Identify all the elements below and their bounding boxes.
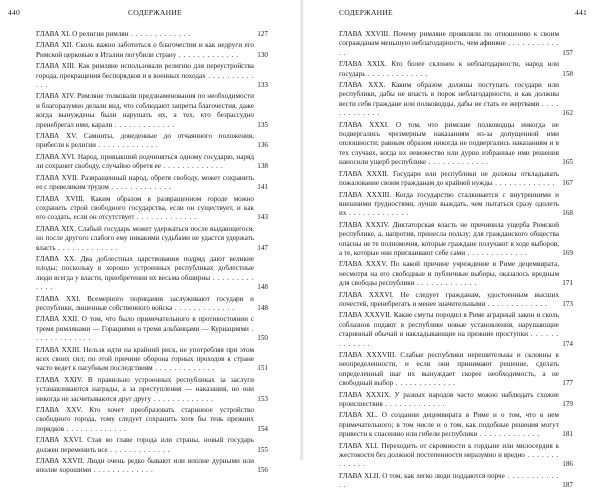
- toc-entry-title: ГЛАВА XVI. Народ, привыкший подчиняться одному государю, наряд ли сохранит свободу, случайно обретя ее: [36, 152, 254, 171]
- toc-entry: [36, 132, 268, 151]
- toc-entry: [36, 174, 268, 193]
- toc-entry-title: ГЛАВА XXVI. Став во главе города или страны, новый государь должен переменить все: [36, 436, 254, 454]
- dot-leader: . . . . . . . . . . . . .: [64, 424, 127, 433]
- dot-leader: . . . . . . . . . . . . .: [365, 69, 428, 78]
- toc-entry-page: 136: [257, 141, 268, 150]
- dot-leader: . . . . . . . . . . . . .: [112, 120, 175, 129]
- left-page-number: 440: [8, 8, 20, 17]
- toc-entry-page: 127: [257, 30, 268, 38]
- toc-entry-page: 153: [257, 394, 268, 403]
- toc-entry-page: 133: [257, 81, 268, 90]
- dot-leader: . . . . . . . . . . . . .: [339, 39, 559, 57]
- dot-leader: . . . . . . . . . . . . .: [36, 71, 254, 90]
- dot-leader: . . . . . . . . . . . . .: [176, 50, 239, 59]
- toc-entry-page: 158: [562, 69, 573, 78]
- toc-entry-title: ГЛАВА XXVIII. Почему римляне проявляли по отношению к своим согражданам меньшую неблагодарность, чем афиняне: [339, 30, 559, 48]
- toc-entry: [339, 351, 573, 389]
- toc-entry: [36, 376, 268, 404]
- dot-leader: . . . . . . . . . . . . .: [393, 379, 456, 388]
- toc-entry: [36, 62, 268, 90]
- dot-leader: . . . . . . . . . . . . .: [477, 430, 540, 439]
- left-running-header: СОДЕРЖАНИЕ: [128, 8, 182, 17]
- dot-leader: . . . . . . . . . . . . .: [36, 324, 254, 343]
- dot-leader: . . . . . . . . . . . . .: [152, 364, 216, 373]
- toc-entry-title: ГЛАВА XVII. Развращенный народ, обретя свободу, может сохранить ее с превеликим трудом: [36, 173, 254, 192]
- dot-leader: . . . . . . . . . . . . .: [128, 30, 191, 38]
- toc-entry-title: ГЛАВА XXXV. По какой причине учреждение в Риме децемвирата, несмотря на его свободные и публичные выборы, оказалось вредным для свободы республики: [339, 260, 559, 288]
- toc-entry-page: 141: [257, 183, 268, 192]
- dot-leader: . . . . . . . . . . . . .: [414, 279, 477, 288]
- toc-entry: [339, 311, 573, 349]
- toc-entry-page: 181: [562, 430, 573, 439]
- toc-entry-page: 155: [257, 445, 268, 454]
- toc-entry-title: ГЛАВА XXX. Каким образом должны поступать государи или республики, дабы не впасть в порок неблагодарности, и как должны вести себя граждане или полководцы, дабы не стать ее жертвами: [339, 81, 559, 108]
- toc-entry: [36, 295, 268, 314]
- toc-entry-page: 130: [257, 50, 268, 59]
- toc-entry-title: ГЛАВА XXXI. О том, что римские полководцы никогда не подвергались чрезмерным наказаниям из-за допущенной ими оплошности; равным образом никогда не подвергались наказаниям и в тех случаях, когда их невежество или дурно избранные ими решения наносили ущерб республике: [339, 120, 559, 167]
- toc-entry: [339, 30, 573, 58]
- toc-entry-page: 186: [562, 460, 573, 469]
- toc-entry: [339, 60, 573, 79]
- dot-leader: . . . . . . . . . . . . .: [107, 445, 171, 454]
- toc-entry: [339, 191, 573, 219]
- toc-entry: [36, 436, 268, 455]
- toc-entry-title: ГЛАВА XL. О создании децемвирата в Риме и о том, что в нем примечательного; в том числе и о том, как подобные решения могут привести к спасению или гибели республики: [339, 411, 559, 439]
- toc-entry-title: ГЛАВА XXII. О том, что было примечательного в противостоянии с тремя римлянами — Горациями и тремя альбанцами — Куриациями: [36, 315, 254, 333]
- toc-entry-page: 177: [562, 379, 573, 388]
- toc-entry-title: ГЛАВА XXXVI. Не следует гражданам, удостоенным высших почестей, пренебрегать и менее значительными: [339, 290, 559, 308]
- toc-entry-page: 179: [562, 400, 573, 409]
- toc-entry-page: 147: [257, 243, 268, 252]
- toc-entry: [339, 260, 573, 288]
- dot-leader: . . . . . . . . . . . . .: [382, 400, 446, 409]
- toc-entry-title: ГЛАВА XV. Самниты, доведенные до отчаянного положения, прибегли к религии: [36, 132, 254, 150]
- toc-entry: [339, 121, 573, 168]
- dot-leader: . . . . . . . . . . . . .: [55, 243, 119, 252]
- toc-entry-page: 173: [562, 299, 573, 308]
- toc-entry-page: 138: [257, 162, 268, 171]
- dot-leader: . . . . . . . . . . . . .: [160, 162, 224, 171]
- toc-entry: [339, 442, 573, 470]
- toc-entry: [36, 346, 268, 374]
- toc-entry-title: ГЛАВА XXXIII. Когда государство сталкивается с внутренними и внешними трудностями, лучше выждать, чем пытаться сразу одолеть их: [339, 190, 559, 218]
- toc-entry: [339, 81, 573, 119]
- toc-entry: [36, 41, 268, 60]
- toc-entry: [36, 30, 268, 39]
- toc-entry-page: 135: [257, 120, 268, 129]
- dot-leader: . . . . . . . . . . . . .: [96, 141, 159, 150]
- dot-leader: . . . . . . . . . . . . .: [151, 394, 214, 403]
- toc-entry-title: ГЛАВА XXXIV. Диктаторская власть не причинила ущерба Римской республике, а, напротив, принесла пользу; для гражданского общества опасны не те полномочия, которые граждане получают в ходе выборов, а те, которые они присваивают себе сами: [339, 220, 559, 257]
- left-toc-list: [36, 30, 268, 478]
- toc-entry: [339, 170, 573, 189]
- toc-entry-page: 148: [257, 303, 268, 312]
- toc-entry: [339, 391, 573, 410]
- toc-entry: [339, 472, 573, 491]
- toc-entry-page: 151: [257, 364, 268, 373]
- toc-entry-title: ГЛАВА XXIII. Нельзя идти на крайний риск, не употребляя при этом всех своих сил; по этой причине оборона горных проходов к стране часто ведет к пагубным последствиям: [36, 345, 254, 373]
- toc-entry: [339, 291, 573, 310]
- toc-entry: [36, 225, 268, 253]
- toc-entry: [339, 221, 573, 259]
- dot-leader: . . . . . . . . . . . . .: [134, 213, 197, 222]
- toc-entry-page: 174: [562, 339, 573, 348]
- toc-entry-title: ГЛАВА XLII. О том, как легко люди поддаются порче: [339, 471, 505, 480]
- toc-entry-page: 165: [562, 158, 573, 167]
- toc-entry-title: ГЛАВА XXXVIII. Слабые республики нерешительны и склонны к неопределенности, и если они принимают решение, сделать определенный шаг их вынуждает скорее необходимость, а не свободный выбор: [339, 351, 559, 388]
- toc-entry-title: ГЛАВА XVIII. Каким образом в развращенном городе можно сохранить строй свободного государства, если он существует, и как его создать, если он отсутствует: [36, 194, 254, 222]
- toc-entry-page: 187: [562, 481, 573, 490]
- toc-entry-title: ГЛАВА XXIV. В правильно устроенных республиках за заслуги устанавливаются награды, а за преступления — наказания, но они никогда не засчитываются друг другу: [36, 375, 254, 403]
- left-page: [0, 0, 300, 475]
- toc-entry-page: 162: [562, 109, 573, 118]
- dot-leader: . . . . . . . . . . . . .: [91, 466, 154, 475]
- toc-entry-title: ГЛАВА XX. Два доблестных царствования подряд дают великие плоды; поскольку в хорошо устроенных республиках доблестные люди всегда у власти, приобретения их весьма обширны: [36, 254, 254, 282]
- toc-entry-title: ГЛАВА XXVII. Люди очень редко бывают или вполне дурными или вполне хорошими: [36, 457, 254, 475]
- toc-entry: [36, 153, 268, 172]
- toc-entry-title: ГЛАВА XIV. Римляне толковали предзнаменования по необходимости и благоразумно делали вид, что соблюдают запреты благочестия, даже когда вынуждены были нарушать их, а тех, кто безрассудно пренебрегал ими, карали: [36, 92, 254, 129]
- toc-entry-page: 168: [562, 209, 573, 218]
- toc-entry: [36, 195, 268, 223]
- toc-entry: [339, 411, 573, 439]
- dot-leader: . . . . . . . . . . . . .: [346, 209, 409, 218]
- toc-entry: [36, 406, 268, 434]
- dot-leader: . . . . . . . . . . . . .: [485, 299, 548, 308]
- toc-entry-page: 169: [562, 248, 573, 257]
- toc-entry: [36, 255, 268, 293]
- toc-entry-page: 167: [562, 179, 573, 188]
- toc-entry-title: ГЛАВА XXI. Всемерного порицания заслуживают государи и республики, лишенные собственного войска: [36, 294, 254, 312]
- toc-entry-title: ГЛАВА XIII. Как римляне использовали религию для переустройства города, прекращения беспорядков и в военных походах: [36, 62, 254, 80]
- right-page: [303, 0, 603, 490]
- right-toc-list: [339, 30, 573, 493]
- dot-leader: . . . . . . . . . . . . .: [492, 179, 556, 188]
- toc-entry-title: ГЛАВА XXIX. Кто более склонен к неблагодарности, народ или государь: [339, 60, 559, 78]
- toc-entry-title: ГЛАВА XXXVII. Какие смуты породил в Риме аграрный закон и сколь соблазнов подают в республике новые установления, нарушающие старинный обычай и накладывающие на прежние проступки: [339, 311, 559, 339]
- right-page-number: 441: [575, 8, 587, 17]
- toc-entry-page: 171: [562, 279, 573, 288]
- toc-entry-title: ГЛАВА XLI. Переходить от скромности к гордыне или милосердия к жестокости без должной постепенности неразумно и вредно: [339, 441, 559, 460]
- toc-entry-title: ГЛАВА XII. Сколь важно заботиться о благочестии и как недруги его Римской церковью в Италии погубили страну: [36, 41, 254, 59]
- toc-entry-title: ГЛАВА XIX. Слабый государь может удержаться после выдающегося, но после другого слабого ему никакими судьбами не удастся удержать власть: [36, 224, 254, 252]
- toc-entry-title: ГЛАВА XXV. Кто хочет преобразовать старинное устройство свободного города, тому следует сохранить хотя бы тень прежних порядков: [36, 406, 254, 433]
- toc-entry-title: ГЛАВА XXXII. Государи или республики не должны откладывать пожалование своим гражданам до крайней нужды: [339, 169, 559, 188]
- dot-leader: . . . . . . . . . . . . .: [339, 471, 560, 490]
- dot-leader: . . . . . . . . . . . . .: [36, 273, 254, 292]
- dot-leader: . . . . . . . . . . . . .: [339, 330, 559, 348]
- toc-entry-page: 156: [257, 466, 268, 475]
- toc-entry-title: ГЛАВА XXXIX. У разных народов часто можно наблюдать схожие происшествия: [339, 390, 559, 409]
- dot-leader: . . . . . . . . . . . . .: [108, 183, 172, 192]
- toc-entry: [36, 315, 268, 343]
- toc-entry-page: 150: [257, 334, 268, 343]
- toc-entry-page: 148: [257, 283, 268, 292]
- dot-leader: . . . . . . . . . . . . .: [339, 99, 559, 118]
- dot-leader: . . . . . . . . . . . . .: [426, 158, 489, 167]
- toc-entry-title: ГЛАВА XI. О религии римлян: [36, 30, 129, 38]
- toc-entry-page: 154: [257, 424, 268, 433]
- toc-entry: [36, 92, 268, 130]
- right-running-header: СОДЕРЖАНИЕ: [339, 8, 393, 17]
- dot-leader: . . . . . . . . . . . . .: [339, 451, 559, 469]
- toc-entry-page: 157: [562, 48, 573, 57]
- toc-entry-page: 143: [257, 213, 268, 222]
- dot-leader: . . . . . . . . . . . . .: [172, 303, 235, 312]
- dot-leader: . . . . . . . . . . . . .: [465, 248, 528, 257]
